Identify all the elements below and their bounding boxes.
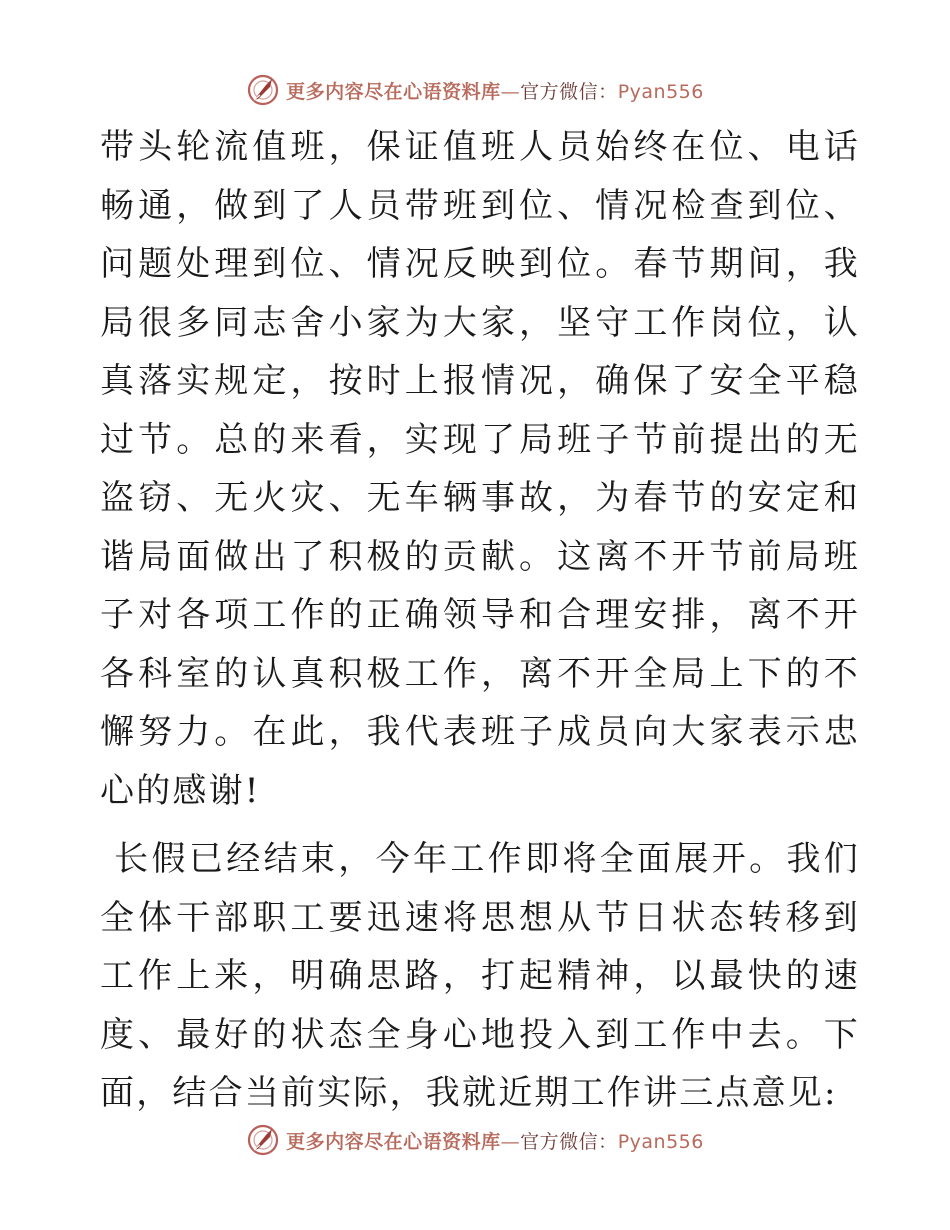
quill-logo-icon <box>246 73 280 107</box>
paragraph-2: 长假已经结束，今年工作即将全面展开。我们全体干部职工要迅速将思想从节日状态转移到工作上来，明确思路，打起精神，以最快的速度、最好的状态全身心地投入到工作中去。下面，结合当前实际，我就近期工作讲三点意见: <box>100 839 861 1113</box>
header-watermark <box>0 70 950 110</box>
paragraph-1: 带头轮流值班，保证值班人员始终在位、电话畅通，做到了人员带班到位、情况检查到位、问题处理到位、情况反映到位。春节期间，我局很多同志舍小家为大家，坚守工作岗位，认真落实规定，按时上报情况，确保了安全平稳过节。总的来看，实现了局班子节前提出的无盗窃、无火灾、无车辆事故，为春节的安定和谐局面做出了积极的贡献。这离不开节前局班子对各项工作的正确领导和合理安排，离不开各科室的认真积极工作，离不开全局上下的不懈努力。在此，我代表班子成员向大家表示忠心的感谢! <box>100 127 860 811</box>
document-body <box>100 118 860 1123</box>
watermark-dash: — <box>500 1130 521 1153</box>
watermark-sub-text: 官方微信： <box>520 1130 618 1153</box>
watermark-wechat-id: Pyan556 <box>617 1130 704 1153</box>
watermark-dash: — <box>500 80 521 103</box>
footer-watermark <box>0 1120 950 1160</box>
watermark-main-text: 更多内容尽在心语资料库 <box>286 1130 501 1153</box>
watermark-sub-text: 官方微信： <box>520 80 618 103</box>
quill-logo-icon <box>246 1123 280 1157</box>
watermark-wechat-id: Pyan556 <box>617 80 704 103</box>
watermark-main-text: 更多内容尽在心语资料库 <box>286 80 501 103</box>
